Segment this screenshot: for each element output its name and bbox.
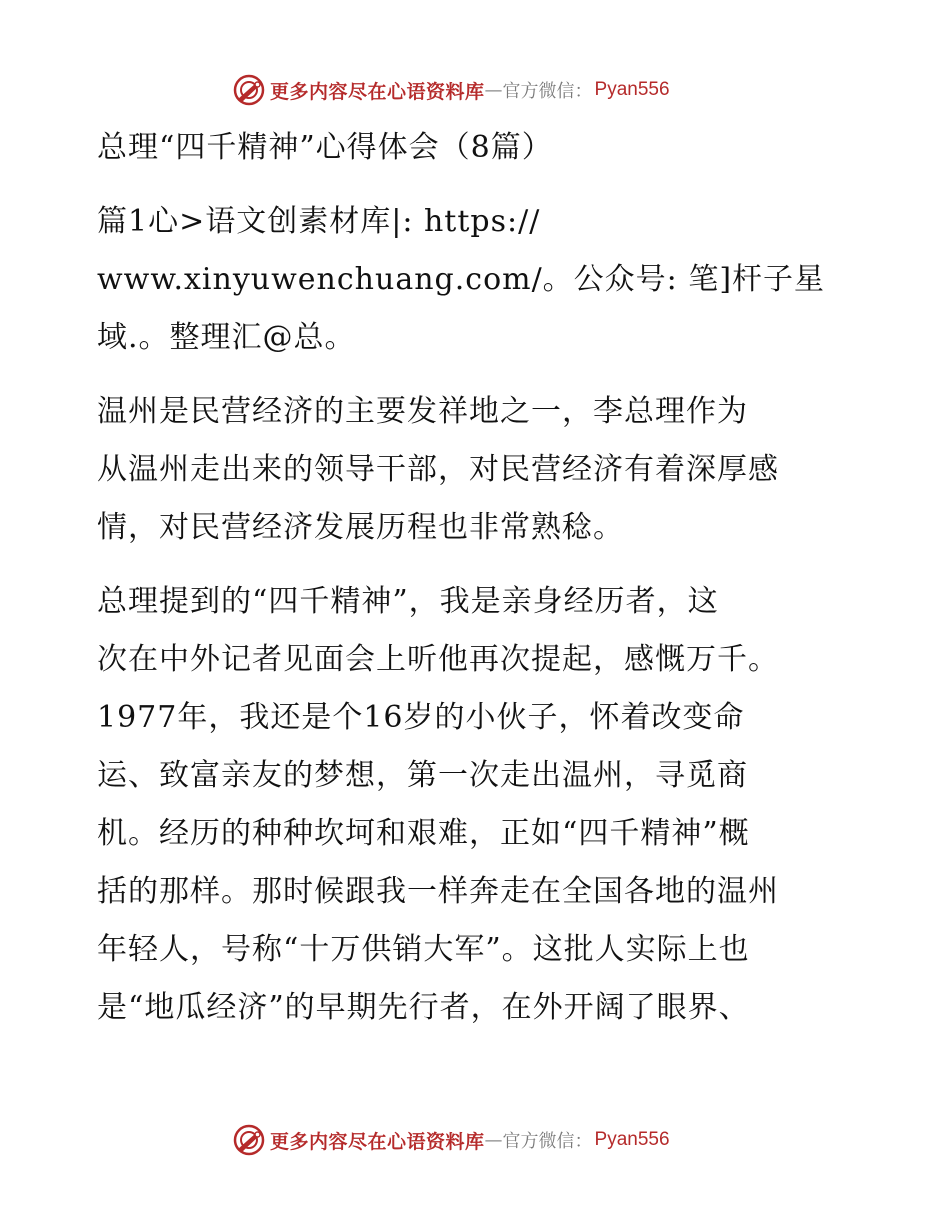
- banner-separator: —: [484, 1129, 503, 1151]
- text-line: 总理提到的“四千精神”，我是亲身经历者，这: [97, 584, 719, 619]
- text-line: 1977年，我还是个16岁的小伙子，怀着改变命: [97, 700, 745, 735]
- logo-icon: [232, 1123, 266, 1157]
- text-line: 次在中外记者见面会上听他再次提起，感慨万千。: [97, 642, 779, 677]
- footer-banner: [232, 1122, 670, 1158]
- brand-text: 更多内容尽在心语资料库: [270, 80, 485, 103]
- header-banner: [232, 72, 670, 108]
- text-line: 温州是民营经济的主要发祥地之一，李总理作为: [97, 394, 748, 429]
- banner-separator: —: [484, 79, 503, 101]
- text-line: 情，对民营经济发展历程也非常熟稔。: [97, 510, 624, 545]
- text-line: 域.。整理汇@总。: [97, 320, 356, 355]
- text-line: 年轻人，号称“十万供销大军”。这批人实际上也: [97, 932, 750, 967]
- brand-text: 更多内容尽在心语资料库: [270, 1130, 485, 1153]
- text-line: 括的那样。那时候跟我一样奔走在全国各地的温州: [97, 874, 779, 909]
- text-line: 机。经历的种种坎坷和艰难，正如“四千精神”概: [97, 816, 750, 851]
- text-line: www.xinyuwenchuang.com/。公众号: 笔]杆子星: [97, 262, 826, 297]
- text-line: 从温州走出来的领导干部，对民营经济有着深厚感: [97, 452, 779, 487]
- text-line: 运、致富亲友的梦想，第一次走出温州，寻觅商: [97, 758, 748, 793]
- wechat-id: Pyan556: [594, 1129, 670, 1150]
- wechat-id: Pyan556: [594, 79, 670, 100]
- document-title: 总理“四千精神”心得体会（8篇）: [97, 130, 553, 165]
- text-line: 是“地瓜经济”的早期先行者，在外开阔了眼界、: [97, 990, 750, 1025]
- wechat-label: 官方微信：: [502, 81, 593, 102]
- text-line: 篇1心>语文创素材库|: https://: [97, 204, 541, 239]
- logo-icon: [232, 73, 266, 107]
- wechat-label: 官方微信：: [502, 1131, 593, 1152]
